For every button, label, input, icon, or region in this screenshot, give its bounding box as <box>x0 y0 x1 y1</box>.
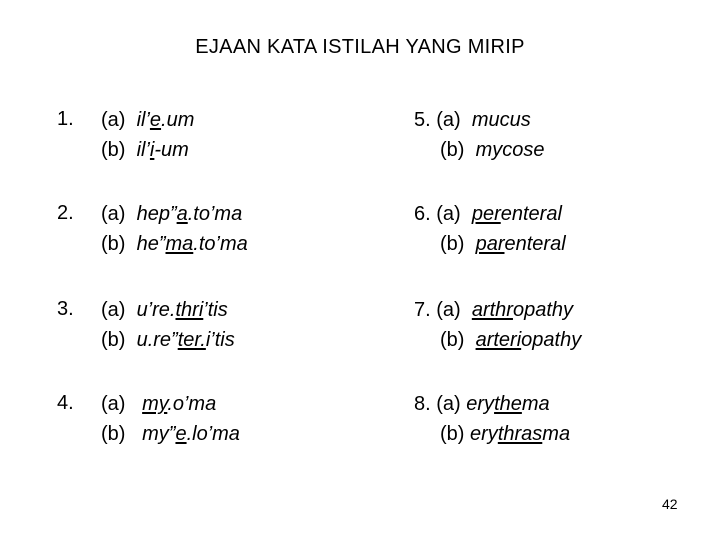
item-number: 6. <box>414 203 431 225</box>
term-segment: ma <box>521 393 550 415</box>
term <box>137 139 189 161</box>
term-segment: enteral <box>504 233 566 255</box>
term <box>472 109 531 131</box>
underlined-segment: ma <box>165 233 194 255</box>
term <box>476 329 582 351</box>
term <box>476 139 545 161</box>
option-label: (a) <box>101 299 126 321</box>
option-label: (a) <box>436 203 461 225</box>
option-label: (a) <box>101 109 126 131</box>
item-number: 7. <box>414 299 431 321</box>
term-segment: ma <box>542 423 571 445</box>
term <box>470 423 570 445</box>
term-line <box>440 232 566 256</box>
term-segment: ery <box>470 423 498 445</box>
term-segment: u.re” <box>136 329 178 351</box>
option-label: (b) <box>440 329 465 351</box>
term-segment: .to’ma <box>193 233 248 255</box>
underlined-segment: e <box>175 423 187 445</box>
term <box>466 393 549 415</box>
term-line <box>101 108 194 132</box>
term-segment: ery <box>466 393 495 415</box>
item-number: 1. <box>57 108 74 130</box>
underlined-segment: thri <box>175 299 204 321</box>
term <box>137 203 243 225</box>
option-label: (b) <box>101 139 126 161</box>
term-segment: il’ <box>136 139 150 161</box>
option-label: (b) <box>440 139 465 161</box>
option-label: (a) <box>101 203 126 225</box>
option-label: (a) <box>436 393 461 415</box>
term-segment: -um <box>154 139 189 161</box>
underlined-segment: arthr <box>471 299 513 321</box>
term-segment: ’tis <box>203 299 228 321</box>
option-label: (b) <box>440 233 465 255</box>
term-line <box>101 202 242 226</box>
term-line <box>414 392 550 416</box>
term <box>476 233 566 255</box>
term-line <box>101 232 248 256</box>
term-segment: he” <box>136 233 166 255</box>
term-line <box>440 138 544 162</box>
term-line <box>440 422 570 446</box>
term-segment: .um <box>161 109 195 131</box>
option-label: (b) <box>101 233 126 255</box>
item-number: 4. <box>57 392 74 414</box>
item-number: 8. <box>414 393 431 415</box>
underlined-segment: par <box>475 233 505 255</box>
term-segment: .lo’ma <box>186 423 240 445</box>
underlined-segment: thras <box>497 423 543 445</box>
term-line <box>101 422 240 446</box>
term-line <box>414 298 573 322</box>
term-line <box>101 328 235 352</box>
term-segment: i’tis <box>205 329 235 351</box>
term-segment: .to’ma <box>187 203 243 225</box>
term-segment: mucus <box>471 109 531 131</box>
term <box>137 109 195 131</box>
option-label: (a) <box>436 109 461 131</box>
term-line <box>414 202 562 226</box>
term-line <box>101 298 228 322</box>
term-segment: opathy <box>512 299 574 321</box>
term <box>137 233 248 255</box>
term-line <box>440 328 581 352</box>
term-segment: enteral <box>500 203 562 225</box>
item-number: 2. <box>57 202 74 224</box>
page-number: 42 <box>662 496 678 512</box>
term-segment: .o’ma <box>167 393 217 415</box>
term-line <box>414 108 531 132</box>
term-segment: u’re. <box>136 299 176 321</box>
term-segment: my” <box>142 423 176 445</box>
term-segment: il’ <box>136 109 150 131</box>
option-label: (b) <box>101 329 126 351</box>
option-label: (a) <box>436 299 461 321</box>
option-label: (b) <box>440 423 465 445</box>
term-line <box>101 392 216 416</box>
term <box>142 393 216 415</box>
term <box>472 299 573 321</box>
term <box>137 299 228 321</box>
option-label: (a) <box>101 393 126 415</box>
underlined-segment: a <box>176 203 188 225</box>
term-segment: mycose <box>475 139 545 161</box>
term <box>472 203 562 225</box>
term-segment: hep” <box>136 203 177 225</box>
term-line <box>101 138 189 162</box>
underlined-segment: ter. <box>177 329 206 351</box>
underlined-segment: e <box>149 109 162 131</box>
underlined-segment: i <box>149 139 155 161</box>
item-number: 3. <box>57 298 74 320</box>
term <box>142 423 240 445</box>
term <box>137 329 235 351</box>
page-title: EJAAN KATA ISTILAH YANG MIRIP <box>195 36 525 58</box>
item-number: 5. <box>414 109 431 131</box>
underlined-segment: arteri <box>475 329 522 351</box>
option-label: (b) <box>101 423 126 445</box>
underlined-segment: per <box>471 203 501 225</box>
underlined-segment: the <box>494 393 522 415</box>
underlined-segment: my <box>142 393 168 415</box>
term-segment: opathy <box>521 329 582 351</box>
